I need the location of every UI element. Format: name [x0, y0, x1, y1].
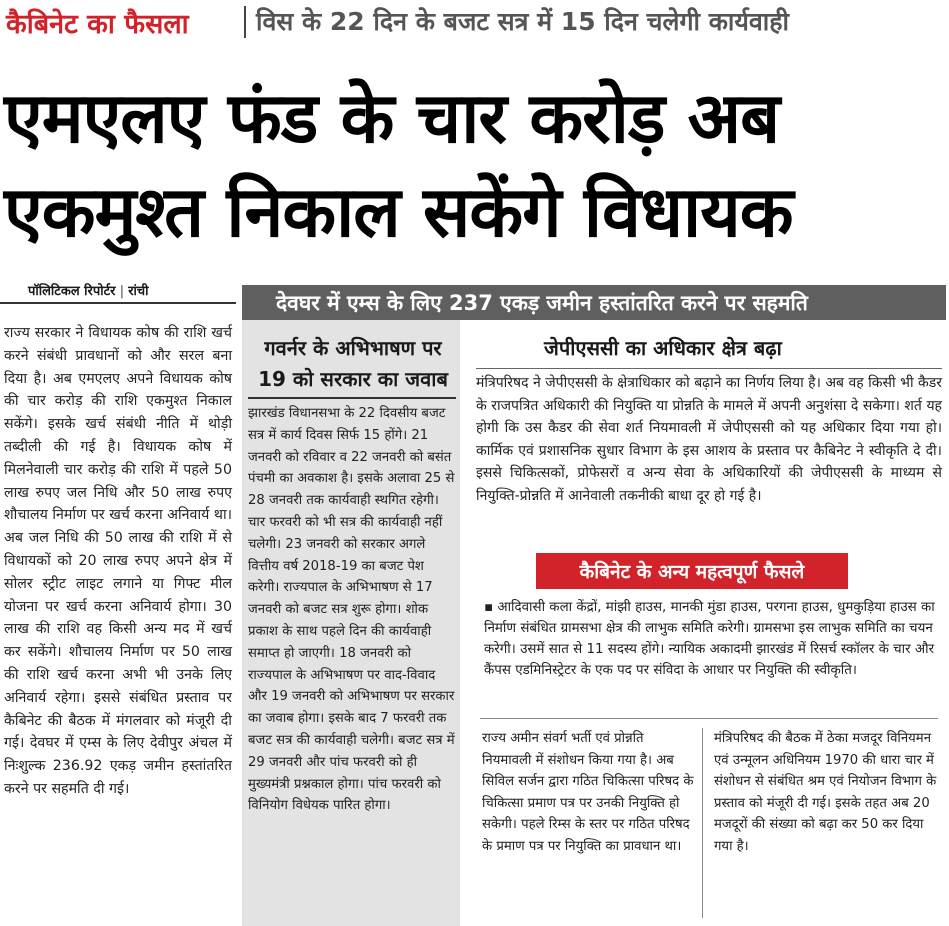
jpsc-story: मंत्रिपरिषद ने जेपीएससी के क्षेत्राधिकार को बढ़ाने का निर्णय लिया है। अब वह किसी भी कैडर के राजपत्रित अधिकारी की नियुक्ति या प्रोन्नति के मामले में अपनी अनुशंसा दे सकेगा। शर्त यह होगी कि उस कैडर की सेवा शर्त नियमावली में जेपीएससी को यह अधिकार दिया गया हो। कार्मिक एवं प्रशासनिक सुधार विभाग के इस आशय के प्रस्ताव पर कैबिनेट ने स्वीकृति दे दी। इससे चिकित्सकों, प्रोफेसरों व अन्य सेवा के अधिकारियों की जेपीएससी के माध्यम से नियुक्ति-प्रोन्नति में आनेवाली तकनीकी बाधा दूर हो गई है। [476, 375, 942, 504]
middle-headline-line-2: 19 को सरकार का जवाब [258, 367, 448, 391]
column-divider [702, 728, 703, 918]
main-headline-line-2: एकमुश्त निकाल सकेंगे विधायक [4, 171, 793, 253]
byline-rule [0, 302, 236, 304]
other-decisions-body: आदिवासी कला केंद्रों, मांझी हाउस, मानकी मुंडा हाउस, परगना हाउस, धुमकुड़िया हाउस का निर्माण संबंधित ग्रामसभा क्षेत्र की लाभुक समिति करेगी। ग्रामसभा इस लाभुक समिति का चयन करेगी। उसमें सात से 11 सदस्य होंगे। न्यायिक अकादमी झारखंड में रिसर्च स्कॉलर के चार और कैंपस एडमिनिस्ट्रेटर के एक पद पर संविदा के आधार पर नियुक्ति की स्वीकृति। [484, 600, 935, 678]
banner-strip [242, 285, 946, 320]
tag-divider [244, 6, 246, 38]
kicker-headline: विस के 22 दिन के बजट सत्र में 15 दिन चलेगी कार्यवाही [256, 7, 789, 36]
bullet-icon: ▪ [484, 600, 494, 615]
other-decisions-text [484, 597, 936, 681]
other-decisions-label: कैबिनेट के अन्य महत्वपूर्ण फैसले [579, 561, 805, 583]
labour-act-story: मंत्रिपरिषद की बैठक में ठेका मजदूर विनियमन एवं उन्मूलन अधिनियम 1970 की धारा चार में संशोधन से संबंधित श्रम एवं नियोजन विभाग के प्रस्ताव को मंजूरी दी गई। इसके तहत अब 20 मजदूरों की संख्या को बढ़ा कर 50 कर दिया गया है। [714, 731, 937, 854]
jpsc-headline: जेपीएससी का अधिकार क्षेत्र बढ़ा [544, 336, 782, 360]
middle-column-story: झारखंड विधानसभा के 22 दिवसीय बजट सत्र में कार्य दिवस सिर्फ 15 होंगे। 21 जनवरी को रविवार व 22 जनवरी को बसंत पंचमी का अवकाश है। इसके अलावा 25 से 28 जनवरी तक कार्यवाही स्थगित रहेगी। चार फरवरी को भी सत्र की कार्यवाही नहीं चलेगी। 23 जनवरी को सरकार अगले वित्तीय वर्ष 2018-19 का बजट पेश करेगी। राज्यपाल के अभिभाषण से 17 जनवरी को बजट सत्र शुरू होगा। शोक प्रकाश के साथ पहले दिन की कार्यवाही समाप्त हो जाएगी। 18 जनवरी को राज्यपाल के अभिभाषण पर वाद-विवाद और 19 जनवरी को अभिभाषण पर सरकार का जवाब होगा। इसके बाद 7 फरवरी तक बजट सत्र की कार्यवाही चलेगी। बजट सत्र में 29 जनवरी और पांच फरवरी को ही मुख्यमंत्री प्रश्नकाल होगा। पांच फरवरी को विनियोग विधेयक पारित होगा। [248, 406, 455, 814]
other-decisions-label-box [536, 553, 848, 589]
jpsc-rule [476, 368, 942, 369]
other-decisions-rule [480, 718, 938, 719]
banner-headline: देवघर में एम्स के लिए 237 एकड़ जमीन हस्तांतरित करने पर सहमति [276, 291, 808, 315]
left-column-story: राज्य सरकार ने विधायक कोष की राशि खर्च करने संबंधी प्रावधानों को और सरल बना दिया है। अब एमएलए अपने विधायक कोष की चार करोड़ की राशि एकमुश्त निकाल सकेंगे। इसके खर्च संबंधी नीति में थोड़ी तब्दीली की गई है। विधायक कोष में मिलनेवाली चार करोड़ की राशि में पहले 50 लाख रुपए जल निधि और 50 लाख रुपए शौचालय निर्माण पर खर्च करना अनिवार्य था। अब जल निधि की 50 लाख की राशि में से विधायकों को 20 लाख रुपए अपने क्षेत्र में सोलर स्ट्रीट लाइट लगाने या गिफ्ट मील योजना पर खर्च करना अनिवार्य होगा। 30 लाख की राशि वह किसी अन्य मद में खर्च कर सकेंगे। शौचालय निर्माण पर 50 लाख की राशि खर्च करना अभी भी उनके लिए अनिवार्य रहेगा। इससे संबंधित प्रस्ताव पर कैबिनेट की बैठक में मंगलवार को मंजूरी दी गई। देवघर में एम्स के लिए देवीपुर अंचल में निःशुल्क 236.92 एकड़ जमीन हस्तांतरित करने पर सहमति दी गई। [4, 325, 232, 797]
middle-headline-line-1: गवर्नर के अभिभाषण पर [264, 336, 442, 360]
amin-rules-story: राज्य अमीन संवर्ग भर्ती एवं प्रोन्नति नियमावली में संशोधन किया गया है। अब सिविल सर्जन द्वारा गठित चिकित्सा परिषद के चिकित्सा प्रमाण पत्र पर उनकी नियुक्ति हो सकेगी। पहले रिम्स के स्तर पर गठित परिषद के प्रमाण पत्र पर नियुक्ति का प्रावधान था। [482, 731, 694, 854]
middle-headline-rule [248, 397, 456, 399]
byline-author: पॉलिटिकल रिपोर्टर [28, 284, 116, 299]
section-tag-label: कैबिनेट का फैसला [6, 9, 189, 40]
byline-city: रांची [128, 284, 149, 299]
main-headline-line-1: एमएलए फंड के चार करोड़ अब [4, 77, 780, 159]
byline [28, 281, 149, 299]
middle-headline [248, 333, 458, 395]
section-tag [0, 0, 240, 44]
byline-separator: | [119, 284, 125, 299]
